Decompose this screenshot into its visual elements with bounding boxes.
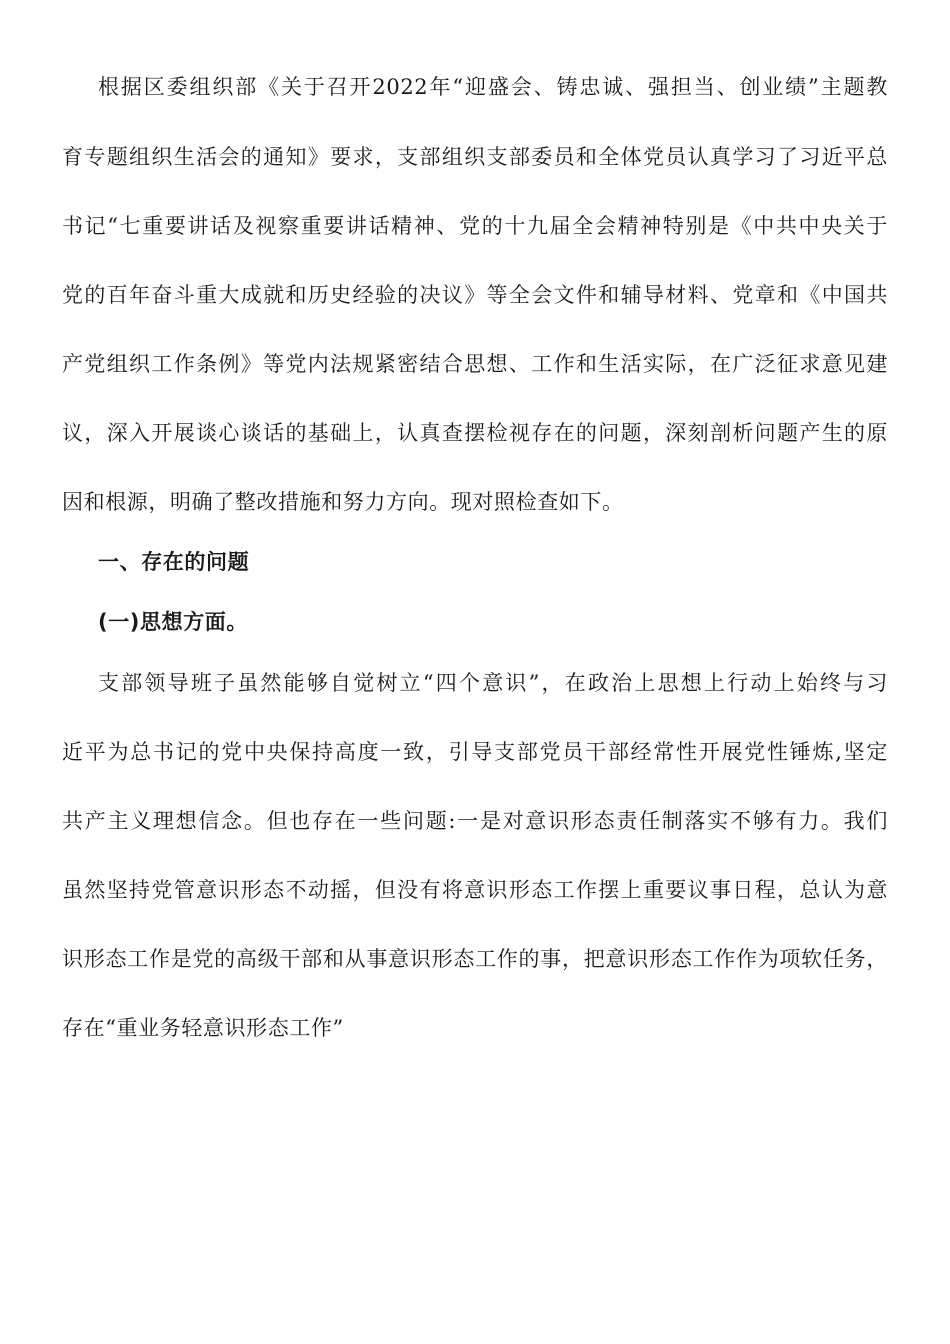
paragraph-1-line-1: 根据区委组织部《关于召开2022年“迎盛会、铸忠诚、强担当、创业绩”主题教: [98, 75, 888, 99]
paragraph-1-line-7: 因和根源，明确了整改措施和努力方向。现对照检查如下。: [62, 490, 624, 514]
paragraph-2-line-2: 近平为总书记的党中央保持高度一致，引导支部党员干部经常性开展党性锤炼,坚定: [62, 740, 888, 764]
paragraph-2-line-3: 共产主义理想信念。但也存在一些问题:一是对意识形态责任制落实不够有力。我们: [62, 809, 888, 833]
section-heading: 一、存在的问题: [98, 550, 250, 574]
paragraph-1-line-3: 书记“七重要讲话及视察重要讲话精神、党的十九届全会精神特别是《中共中央关于: [62, 214, 888, 238]
paragraph-1-line-6: 议，深入开展谈心谈话的基础上，认真查摆检视存在的问题，深刻剖析问题产生的原: [62, 421, 888, 445]
paragraph-1-line-2: 育专题组织生活会的通知》要求，支部组织支部委员和全体党员认真学习了习近平总: [62, 145, 888, 169]
paragraph-2-line-6: 存在“重业务轻意识形态工作”: [62, 1016, 344, 1040]
subsection-heading: (一)思想方面。: [98, 610, 248, 634]
paragraph-2-line-5: 识形态工作是党的高级干部和从事意识形态工作的事，把意识形态工作作为项软任务，: [62, 947, 888, 971]
paragraph-2-line-1: 支部领导班子虽然能够自觉树立“四个意识”，在政治上思想上行动上始终与习: [98, 671, 888, 695]
paragraph-1-line-5: 产党组织工作条例》等党内法规紧密结合思想、工作和生活实际，在广泛征求意见建: [62, 352, 888, 376]
paragraph-1-line-4: 党的百年奋斗重大成就和历史经验的决议》等全会文件和辅导材料、党章和《中国共: [62, 283, 888, 307]
paragraph-2-line-4: 虽然坚持党管意识形态不动摇，但没有将意识形态工作摆上重要议事日程，总认为意: [62, 878, 888, 902]
